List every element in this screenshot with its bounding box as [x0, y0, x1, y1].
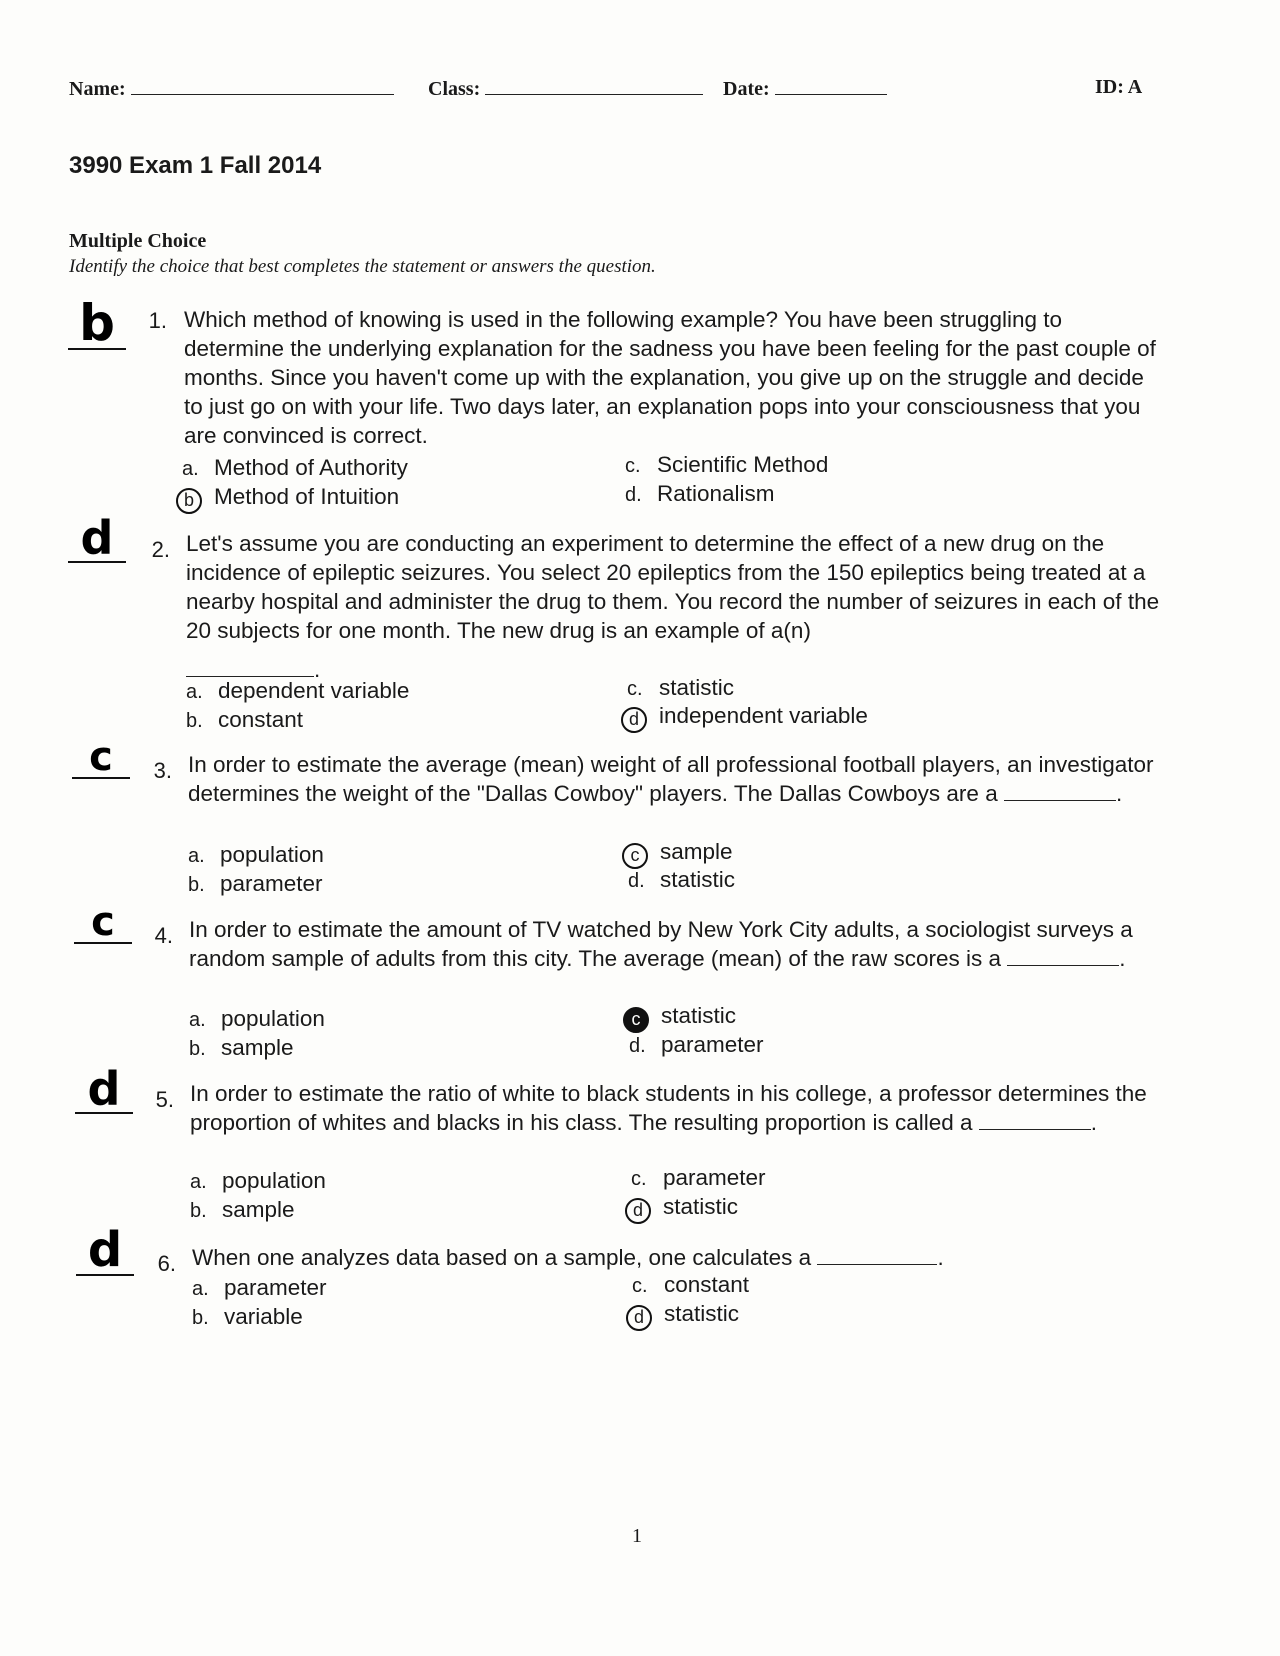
circled-choice: b [176, 488, 202, 514]
option-text: population [221, 1006, 325, 1031]
option-a[interactable] [192, 1274, 327, 1303]
question-number: 1. [148, 308, 167, 333]
page-number: 1 [632, 1525, 642, 1547]
answer-blank [1007, 947, 1119, 966]
question-text-body: In order to estimate the ratio of white to black students in his college, a professor determines the proportion of whites and blacks in his class. The resulting proportion is called a [190, 1081, 1147, 1135]
option-letter: a. [192, 1278, 209, 1300]
option-c[interactable] [632, 1271, 749, 1300]
option-letter: a. [186, 681, 203, 703]
option-letter: c. [632, 1275, 648, 1297]
option-c[interactable] [628, 838, 733, 869]
option-b[interactable] [182, 483, 399, 514]
option-text: parameter [663, 1165, 766, 1190]
option-letter: a. [189, 1009, 206, 1031]
option-text: independent variable [659, 703, 868, 728]
handwritten-answer: d [75, 1066, 133, 1114]
option-c[interactable] [627, 674, 734, 703]
question-number: 5. [155, 1087, 174, 1112]
option-a[interactable] [190, 1167, 326, 1196]
exam-title: 3990 Exam 1 Fall 2014 [69, 152, 322, 179]
handwritten-answer: c [72, 737, 130, 779]
question-text-body: When one analyzes data based on a sample, one calculates a [192, 1245, 812, 1270]
question-text [192, 1243, 1172, 1272]
question-number: 4. [154, 923, 173, 948]
option-letter: a. [188, 845, 205, 867]
option-letter: b. [188, 874, 205, 896]
option-letter: b. [189, 1038, 206, 1060]
option-d[interactable] [631, 1193, 738, 1224]
option-b[interactable] [190, 1196, 295, 1225]
class-label: Class: [428, 78, 481, 100]
date-label: Date: [723, 78, 770, 100]
option-a[interactable] [189, 1005, 325, 1034]
option-text: variable [224, 1304, 303, 1329]
blank-suffix: . [937, 1245, 944, 1270]
date-blank [775, 76, 887, 95]
option-d[interactable] [628, 866, 735, 895]
option-a[interactable] [182, 454, 408, 483]
question-text [186, 529, 1166, 684]
option-text: parameter [661, 1032, 764, 1057]
option-a[interactable] [186, 677, 409, 706]
id-label: ID: A [1095, 76, 1143, 98]
option-letter: c. [627, 678, 643, 700]
option-b[interactable] [192, 1303, 303, 1332]
option-letter: a. [190, 1171, 207, 1193]
question-text-body: Which method of knowing is used in the following example? You have been struggling to determine the underlying explanation for the sadness you have been feeling for the past couple of months. Since you haven't come up with the explanation, you give up on the struggle and decide to just go on with your life. Two days later, an explanation pops into your consciousness that you are convinced is correct. [184, 307, 1156, 448]
option-d[interactable] [629, 1031, 764, 1060]
answer-blank [1004, 782, 1116, 801]
handwritten-answer: b [68, 298, 126, 350]
option-c[interactable] [629, 1002, 736, 1033]
circled-choice: c [622, 843, 648, 869]
option-text: parameter [220, 871, 323, 896]
question-text-body: Let's assume you are conducting an experiment to determine the effect of a new drug on the incidence of epileptic seizures. You select 20 epileptics from the 150 epileptics being treated at a nearby hospital and administer the drug to them. You record the number of seizures in each of the 20 subjects for one month. The new drug is an example of a(n) [186, 531, 1160, 643]
option-letter: d. [625, 484, 642, 506]
question-number: 6. [157, 1251, 176, 1276]
question-number: 2. [151, 537, 170, 562]
option-letter: b. [190, 1200, 207, 1222]
option-text: Rationalism [657, 481, 775, 506]
circled-choice: d [626, 1305, 652, 1331]
option-text: sample [221, 1035, 294, 1060]
answer-blank [979, 1111, 1091, 1130]
option-text: population [220, 842, 324, 867]
option-text: sample [222, 1197, 295, 1222]
name-label: Name: [69, 78, 126, 100]
handwritten-answer: d [76, 1226, 134, 1276]
question-text [189, 915, 1169, 973]
option-letter: d. [628, 870, 645, 892]
option-a[interactable] [188, 841, 324, 870]
circled-choice: d [625, 1198, 651, 1224]
option-text: dependent variable [218, 678, 410, 703]
option-text: statistic [664, 1301, 740, 1326]
option-text: constant [664, 1272, 750, 1297]
option-text: statistic [663, 1194, 739, 1219]
date-field [723, 76, 887, 101]
option-text: statistic [660, 867, 736, 892]
circled-choice: c [623, 1007, 649, 1033]
option-c[interactable] [631, 1164, 766, 1193]
class-field [428, 76, 703, 101]
question-number: 3. [153, 758, 172, 783]
question-text-body: In order to estimate the average (mean) weight of all professional football players, an investigator determines the weight of the "Dallas Cowboy" players. The Dallas Cowboys are a [188, 752, 1154, 806]
class-blank [485, 76, 703, 95]
option-letter: b. [192, 1307, 209, 1329]
option-text: Method of Authority [214, 455, 408, 480]
option-letter: c. [631, 1168, 647, 1190]
name-field [69, 76, 394, 101]
option-d[interactable] [625, 480, 775, 509]
name-blank [131, 76, 394, 95]
option-d[interactable] [632, 1300, 739, 1331]
answer-blank [186, 658, 314, 677]
question-text [184, 305, 1164, 450]
option-letter: b. [186, 710, 203, 732]
option-letter: c. [625, 455, 641, 477]
option-text: sample [660, 839, 733, 864]
option-text: constant [218, 707, 304, 732]
option-text: statistic [661, 1003, 737, 1028]
question-text [190, 1079, 1170, 1137]
answer-blank [817, 1246, 937, 1265]
blank-suffix: . [1119, 946, 1126, 971]
circled-choice: d [621, 707, 647, 733]
option-text: Scientific Method [657, 452, 829, 477]
option-letter: d. [629, 1035, 646, 1057]
option-text: parameter [224, 1275, 327, 1300]
question-text-body: In order to estimate the amount of TV watched by New York City adults, a sociologist surveys a random sample of adults from this city. The average (mean) of the raw scores is a [189, 917, 1133, 971]
blank-suffix: . [314, 657, 321, 682]
option-c[interactable] [625, 451, 828, 480]
handwritten-answer: c [74, 902, 132, 944]
section-instructions: Identify the choice that best completes the statement or answers the question. [69, 256, 656, 277]
option-b[interactable] [186, 706, 303, 735]
question-text [188, 750, 1168, 808]
option-b[interactable] [188, 870, 323, 899]
section-title: Multiple Choice [69, 230, 207, 252]
blank-suffix: . [1115, 781, 1123, 806]
option-d[interactable] [627, 702, 868, 733]
blank-suffix: . [1090, 1110, 1098, 1135]
option-text: Method of Intuition [214, 484, 400, 509]
option-text: statistic [659, 675, 735, 700]
handwritten-answer: d [68, 515, 126, 563]
option-text: population [222, 1168, 326, 1193]
option-letter: a. [182, 458, 199, 480]
option-b[interactable] [189, 1034, 294, 1063]
